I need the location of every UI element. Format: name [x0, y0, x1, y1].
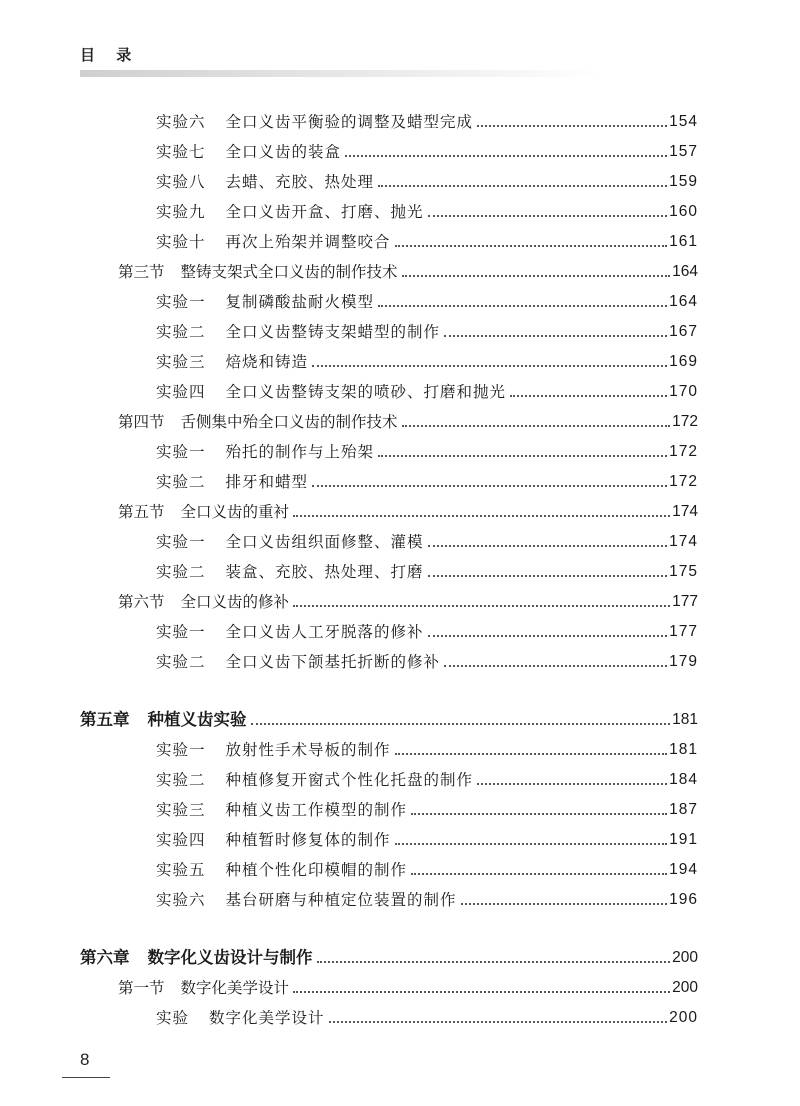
toc-entry-exp[interactable]: [0, 796, 698, 820]
toc-entry-title: 种植修复开窗式个性化托盘的制作: [225, 771, 474, 789]
toc-entry-exp[interactable]: [0, 826, 698, 850]
toc-entry-number: 第四节: [118, 413, 165, 431]
toc-entry-page: 172: [669, 473, 698, 490]
toc-entry-number: 实验二: [156, 771, 206, 789]
toc-entry-page: 157: [669, 143, 698, 160]
toc-entry-chapter[interactable]: [0, 706, 698, 730]
toc-dot-leader: [477, 125, 667, 127]
toc-entry-title: 全口义齿的装盒: [225, 143, 342, 161]
toc-entry-page: 177: [669, 623, 698, 640]
toc-entry-exp[interactable]: [0, 138, 698, 162]
toc-entry-label: [156, 652, 440, 672]
toc-entry-title: 舌侧集中殆全口义齿的制作技术: [180, 413, 398, 431]
toc-entry-page: 181: [669, 741, 698, 758]
toc-entry-title: 基台研磨与种植定位装置的制作: [225, 891, 457, 909]
toc-entry-page: 196: [669, 891, 698, 908]
toc-entry-number: 第六节: [118, 593, 165, 611]
toc-dot-leader: [402, 425, 671, 427]
toc-entry-title: 种植义齿实验: [147, 710, 247, 729]
toc-entry-number: 实验六: [156, 113, 206, 131]
page-number: 8: [80, 1050, 90, 1069]
toc-dot-leader: [378, 455, 667, 457]
toc-entry-label: [118, 978, 289, 998]
toc-entry-number: 实验五: [156, 861, 206, 879]
toc-entry-number: 实验三: [156, 801, 206, 819]
toc-entry-page: 167: [669, 323, 698, 340]
toc-entry-label: [156, 770, 473, 790]
toc-entry-title: 排牙和蜡型: [225, 473, 309, 491]
toc-entry-number: 第一节: [118, 979, 165, 997]
toc-entry-page: 161: [669, 233, 698, 250]
toc-dot-leader: [428, 215, 668, 217]
toc-entry-label: [156, 292, 374, 312]
toc-entry-title: 数字化美学设计: [180, 979, 290, 997]
toc-entry-exp[interactable]: [0, 318, 698, 342]
toc-entry-page: 179: [669, 653, 698, 670]
toc-entry-label: [156, 860, 407, 880]
toc-entry-title: 全口义齿的重衬: [180, 503, 290, 521]
toc-entry-number: 实验: [156, 1009, 190, 1027]
toc-entry-exp[interactable]: [0, 228, 698, 252]
toc-dot-leader: [395, 753, 668, 755]
toc-entry-page: 154: [669, 113, 698, 130]
toc-entry-exp[interactable]: [0, 198, 698, 222]
toc-entry-label: [156, 562, 424, 582]
toc-entry-title: 全口义齿下颌基托折断的修补: [225, 653, 441, 671]
toc-dot-leader: [477, 783, 667, 785]
toc-dot-leader: [378, 305, 667, 307]
toc-dot-leader: [428, 635, 668, 637]
toc-entry-exp[interactable]: [0, 886, 698, 910]
toc-entry-page: 160: [669, 203, 698, 220]
toc-entry-label: [80, 948, 313, 968]
toc-entry-title: 全口义齿平衡验的调整及蜡型完成: [225, 113, 474, 131]
toc-entry-exp[interactable]: [0, 378, 698, 402]
toc-entry-number: 实验一: [156, 533, 206, 551]
toc-entry-label: [118, 592, 289, 612]
toc-entry-number: 实验一: [156, 623, 206, 641]
toc-entry-label: [156, 322, 440, 342]
toc-entry-exp[interactable]: [0, 856, 698, 880]
toc-entry-page: 159: [669, 173, 698, 190]
toc-entry-exp[interactable]: [0, 288, 698, 312]
toc-entry-exp[interactable]: [0, 618, 698, 642]
toc-entry-exp[interactable]: [0, 108, 698, 132]
toc-entry-label: [156, 740, 391, 760]
toc-dot-leader: [317, 961, 671, 963]
toc-entry-page: 191: [669, 831, 698, 848]
toc-entry-exp[interactable]: [0, 766, 698, 790]
toc-entry-label: [118, 502, 289, 522]
toc-entry-page: 175: [669, 563, 698, 580]
toc-entry-number: 实验八: [156, 173, 206, 191]
toc-dot-leader: [293, 515, 670, 517]
toc-entry-label: [156, 352, 308, 372]
toc-entry-section[interactable]: [0, 498, 698, 522]
toc-entry-title: 殆托的制作与上殆架: [225, 443, 375, 461]
toc-entry-section[interactable]: [0, 588, 698, 612]
toc-entry-number: 实验十: [156, 233, 206, 251]
toc-entry-number: 实验二: [156, 323, 206, 341]
toc-entry-exp[interactable]: [0, 438, 698, 462]
toc-entry-title: 焙烧和铸造: [225, 353, 309, 371]
toc-entry-title: 复制磷酸盐耐火模型: [225, 293, 375, 311]
toc-entry-exp[interactable]: [0, 348, 698, 372]
toc-dot-leader: [293, 991, 670, 993]
toc-dot-leader: [461, 903, 668, 905]
toc-entry-number: 实验六: [156, 891, 206, 909]
toc-entry-number: 实验四: [156, 383, 206, 401]
toc-entry-title: 种植个性化印模帽的制作: [225, 861, 408, 879]
toc-dot-leader: [378, 185, 667, 187]
toc-dot-leader: [510, 395, 667, 397]
toc-entry-label: [156, 800, 407, 820]
toc-entry-page: 184: [669, 771, 698, 788]
toc-entry-number: 第五章: [80, 710, 130, 729]
toc-entry-number: 实验四: [156, 831, 206, 849]
toc-entry-number: 第三节: [118, 263, 165, 281]
toc-entry-label: [80, 710, 247, 730]
toc-dot-leader: [395, 843, 668, 845]
toc-entry-exp[interactable]: [0, 1004, 698, 1028]
toc-entry-title: 全口义齿整铸支架的喷砂、打磨和抛光: [225, 383, 507, 401]
toc-entry-page: 194: [669, 861, 698, 878]
toc-dot-leader: [444, 335, 667, 337]
toc-entry-label: [156, 172, 374, 192]
toc-dot-leader: [428, 575, 668, 577]
toc-entry-page: 164: [672, 263, 698, 280]
toc-entry-number: 实验二: [156, 563, 206, 581]
toc-entry-label: [156, 382, 506, 402]
toc-entry-exp[interactable]: [0, 736, 698, 760]
toc-entry-exp[interactable]: [0, 168, 698, 192]
toc-entry-page: 200: [669, 1009, 698, 1026]
toc-entry-label: [156, 622, 424, 642]
toc-dot-leader: [293, 605, 670, 607]
toc-entry-label: [156, 442, 374, 462]
toc-dot-leader: [444, 665, 667, 667]
toc-entry-title: 装盒、充胶、热处理、打磨: [225, 563, 424, 581]
toc-entry-title: 去蜡、充胶、热处理: [225, 173, 375, 191]
toc-dot-leader: [312, 365, 667, 367]
toc-entry-exp[interactable]: [0, 468, 698, 492]
toc-entry-label: [156, 472, 308, 492]
toc-entry-title: 全口义齿整铸支架蜡型的制作: [225, 323, 441, 341]
toc-entry-section[interactable]: [0, 258, 698, 282]
toc-entry-label: [156, 890, 457, 910]
toc-entry-number: 实验二: [156, 653, 206, 671]
toc-entry-chapter[interactable]: [0, 944, 698, 968]
toc-entry-label: [156, 532, 424, 552]
toc-entry-title: 整铸支架式全口义齿的制作技术: [180, 263, 398, 281]
header-rule: [80, 70, 600, 77]
toc-entry-title: 全口义齿开盒、打磨、抛光: [225, 203, 424, 221]
toc-entry-label: [156, 202, 424, 222]
toc-dot-leader: [395, 245, 668, 247]
toc-entry-label: [156, 1008, 325, 1028]
toc-entry-page: 177: [672, 593, 698, 610]
toc-header-title: 目 录: [80, 46, 140, 64]
toc-entry-page: 172: [669, 443, 698, 460]
toc-dot-leader: [411, 873, 667, 875]
toc-entry-section[interactable]: [0, 974, 698, 998]
toc-entry-label: [156, 830, 391, 850]
toc-entry-title: 全口义齿人工牙脱落的修补: [225, 623, 424, 641]
toc-entry-page: 200: [672, 979, 698, 996]
toc-entry-label: [156, 232, 391, 252]
toc-dot-leader: [411, 813, 667, 815]
toc-entry-exp[interactable]: [0, 528, 698, 552]
toc-entry-label: [156, 142, 341, 162]
toc-entry-page: 174: [669, 533, 698, 550]
toc-entry-page: 164: [669, 293, 698, 310]
toc-entry-title: 数字化义齿设计与制作: [147, 948, 313, 967]
toc-dot-leader: [329, 1021, 668, 1023]
toc-entry-label: [118, 412, 398, 432]
toc-entry-title: 全口义齿的修补: [180, 593, 290, 611]
toc-entry-page: 170: [669, 383, 698, 400]
toc-entry-title: 放射性手术导板的制作: [225, 741, 391, 759]
toc-entry-number: 实验一: [156, 293, 206, 311]
toc-entry-section[interactable]: [0, 408, 698, 432]
toc-entry-exp[interactable]: [0, 648, 698, 672]
toc-entry-page: 174: [672, 503, 698, 520]
toc-entry-page: 187: [669, 801, 698, 818]
toc-entry-label: [156, 112, 473, 132]
toc-entry-title: 数字化美学设计: [209, 1009, 325, 1027]
toc-dot-leader: [345, 155, 667, 157]
toc-dot-leader: [312, 485, 667, 487]
toc-dot-leader: [428, 545, 668, 547]
toc-entry-title: 种植义齿工作模型的制作: [225, 801, 408, 819]
toc-entry-title: 种植暂时修复体的制作: [225, 831, 391, 849]
toc-entry-number: 实验一: [156, 741, 206, 759]
toc-entry-page: 200: [672, 949, 698, 966]
toc-entry-page: 181: [672, 711, 698, 728]
toc-entry-number: 实验二: [156, 473, 206, 491]
toc-entry-number: 实验三: [156, 353, 206, 371]
toc-dot-leader: [251, 723, 671, 725]
toc-entry-title: 再次上殆架并调整咬合: [225, 233, 391, 251]
toc-entry-number: 实验七: [156, 143, 206, 161]
toc-entry-exp[interactable]: [0, 558, 698, 582]
toc-entry-title: 全口义齿组织面修整、灌模: [225, 533, 424, 551]
toc-entry-number: 实验九: [156, 203, 206, 221]
toc-entry-label: [118, 262, 398, 282]
toc-entry-number: 第六章: [80, 948, 130, 967]
toc-entry-number: 实验一: [156, 443, 206, 461]
toc-entry-page: 172: [672, 413, 698, 430]
page-number-rule: [62, 1077, 110, 1078]
toc-entry-number: 第五节: [118, 503, 165, 521]
toc-dot-leader: [402, 275, 671, 277]
toc-entry-page: 169: [669, 353, 698, 370]
